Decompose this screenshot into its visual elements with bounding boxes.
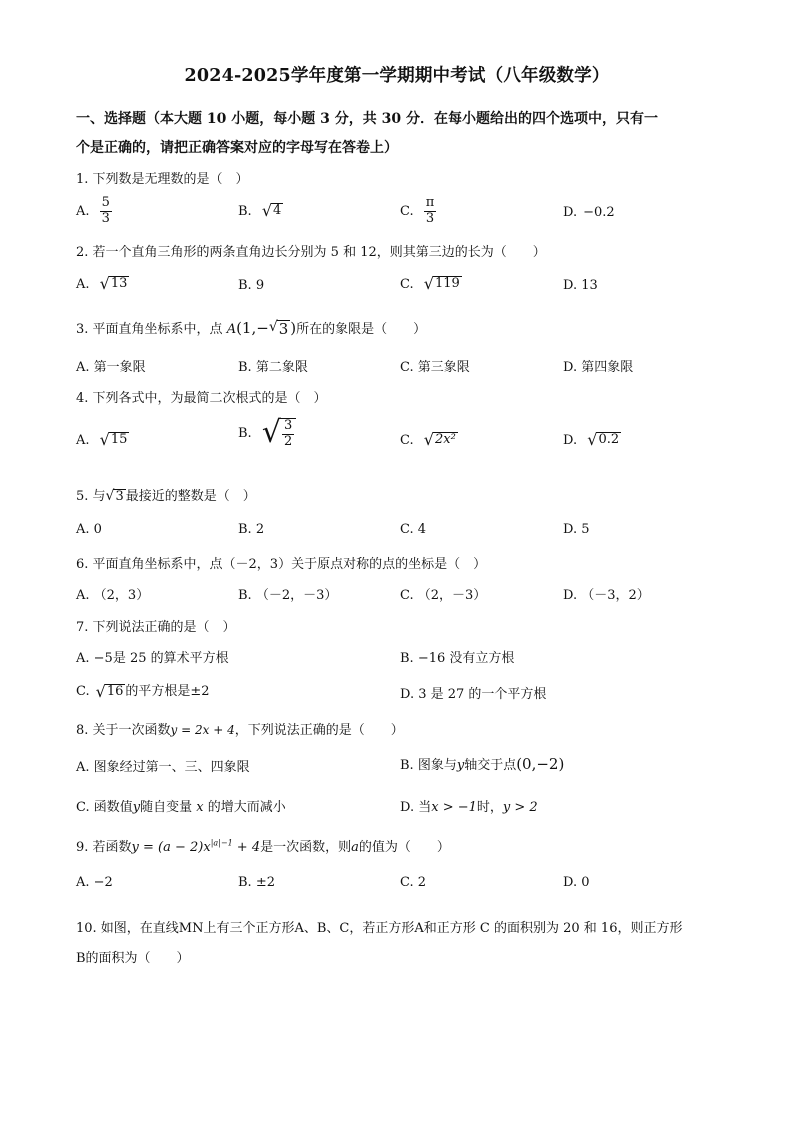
q3-option-a: A. 第一象限 bbox=[76, 360, 146, 375]
q7-option-d: D. 3 是 27 的一个平方根 bbox=[400, 687, 547, 702]
q1-a-fraction: $\frac{5}{3}$ bbox=[101, 195, 110, 226]
q4-d-sqrt: √ 0.2 bbox=[587, 430, 620, 449]
q2-option-a: A. √ 13 bbox=[76, 274, 128, 293]
q10-stem-line1: 10. 如图，在直线MN上有三个正方形A、B、C，若正方形A和正方形 C 的面积别为 20 和 16，则正方形 bbox=[76, 921, 683, 936]
q4-option-a: A. √ 15 bbox=[76, 430, 128, 449]
q7-option-c: C. √ 16 的平方根是±2 bbox=[76, 681, 210, 701]
q1-a-label: A. bbox=[76, 203, 90, 219]
q4-c-sqrt: √ 2x² bbox=[423, 430, 456, 449]
q1-option-d bbox=[563, 205, 615, 220]
q3-option-d: D. 第四象限 bbox=[563, 360, 634, 375]
q4-a-sqrt: √ 15 bbox=[99, 430, 128, 449]
q2-a-sqrt: √ 13 bbox=[99, 274, 128, 293]
q1-option-c bbox=[400, 196, 436, 227]
q5-stem: 5. 与 √ 3 最接近的整数是（ ） bbox=[76, 487, 256, 504]
q2-c-sqrt: √ 119 bbox=[423, 274, 460, 293]
q1-option-a bbox=[76, 196, 112, 227]
q6-stem: 6. 平面直角坐标系中，点（－2，3）关于原点对称的点的坐标是（ ） bbox=[76, 557, 487, 572]
q1-option-b bbox=[238, 203, 283, 219]
q9-option-b: B. ±2 bbox=[238, 875, 275, 890]
q1-b-label: B. bbox=[238, 203, 252, 219]
q2-option-b: B. 9 bbox=[238, 278, 265, 293]
q3-option-b: B. 第二象限 bbox=[238, 360, 308, 375]
q8-option-c: C. 函数值y随自变量 x 的增大而减小 bbox=[76, 800, 286, 815]
q1-d-value: −0.2 bbox=[583, 205, 615, 220]
q6-option-c: C. （2，－3） bbox=[400, 588, 487, 603]
q5-option-d: D. 5 bbox=[563, 522, 590, 537]
q8-option-d: D. 当x > −1时，y > 2 bbox=[400, 800, 538, 815]
section-heading-line2: 个是正确的，请把正确答案对应的字母写在答卷上） bbox=[76, 140, 398, 156]
q8-function: y = 2x + 4 bbox=[170, 723, 235, 737]
page-title: 2024-2025学年度第一学期期中考试（八年级数学） bbox=[184, 66, 610, 86]
q4-option-d: D. √ 0.2 bbox=[563, 430, 620, 449]
q3-stem: 3. 平面直角坐标系中，点 A(1,− √ 3 )所在的象限是（ ） bbox=[76, 318, 427, 338]
q4-stem: 4. 下列各式中，为最简二次根式的是（ ） bbox=[76, 391, 327, 406]
q1-c-fraction: $\frac{\pi}{3}$ bbox=[425, 195, 435, 226]
q9-option-d: D. 0 bbox=[563, 875, 590, 890]
q6-option-d: D. （－3，2） bbox=[563, 588, 650, 603]
q6-option-b: B. （－2，－3） bbox=[238, 588, 338, 603]
q4-option-b: B. √ $\frac{3}{2}$ bbox=[238, 418, 296, 450]
q4-option-c: C. √ 2x² bbox=[400, 430, 456, 449]
q7-option-a: A. −5是 25 的算术平方根 bbox=[76, 651, 229, 666]
q5-option-a: A. 0 bbox=[76, 522, 102, 537]
q6-option-a: A. （2，3） bbox=[76, 588, 150, 603]
q8-stem: 8. 关于一次函数y = 2x + 4，下列说法正确的是（ ） bbox=[76, 723, 404, 738]
q7-c-sqrt: √ 16 bbox=[95, 681, 124, 701]
q7-stem: 7. 下列说法正确的是（ ） bbox=[76, 620, 236, 635]
q1-b-sqrt: √ 4 bbox=[261, 201, 282, 220]
q4-b-sqrt: √ $\frac{3}{2}$ bbox=[262, 418, 296, 450]
q9-function: y = (a − 2)x bbox=[131, 840, 211, 855]
q5-option-c: C. 4 bbox=[400, 522, 427, 537]
q2-option-d: D. 13 bbox=[563, 278, 598, 293]
q9-option-c: C. 2 bbox=[400, 875, 427, 890]
q3-option-c: C. 第三象限 bbox=[400, 360, 470, 375]
q8-option-a: A. 图象经过第一、三、四象限 bbox=[76, 760, 250, 775]
q1-d-label: D. bbox=[563, 205, 578, 220]
q5-option-b: B. 2 bbox=[238, 522, 265, 537]
q8-option-b: B. 图象与y轴交于点(0,−2) bbox=[400, 755, 565, 773]
q2-stem: 2. 若一个直角三角形的两条直角边长分别为 5 和 12，则其第三边的长为（ ） bbox=[76, 245, 546, 260]
q1-stem: 1. 下列数是无理数的是（ ） bbox=[76, 172, 249, 187]
q9-option-a: A. −2 bbox=[76, 875, 113, 890]
q7-option-b: B. −16 没有立方根 bbox=[400, 651, 515, 666]
q9-stem: 9. 若函数$y = (a - 2)x^{|a|-1} + 4$是一次函数，则a的值为（ ） bbox=[76, 838, 450, 855]
q1-c-label: C. bbox=[400, 203, 414, 219]
q2-option-c: C. √ 119 bbox=[400, 274, 460, 293]
section-heading-line1: 一、选择题（本大题 10 小题，每小题 3 分，共 30 分．在每小题给出的四个选项中，只有一 bbox=[76, 111, 658, 127]
q10-stem-line2: B的面积为（ ） bbox=[76, 951, 190, 966]
q3-point-label: A bbox=[226, 322, 237, 337]
q3-coord: (1,− √ 3 ) bbox=[236, 318, 297, 338]
